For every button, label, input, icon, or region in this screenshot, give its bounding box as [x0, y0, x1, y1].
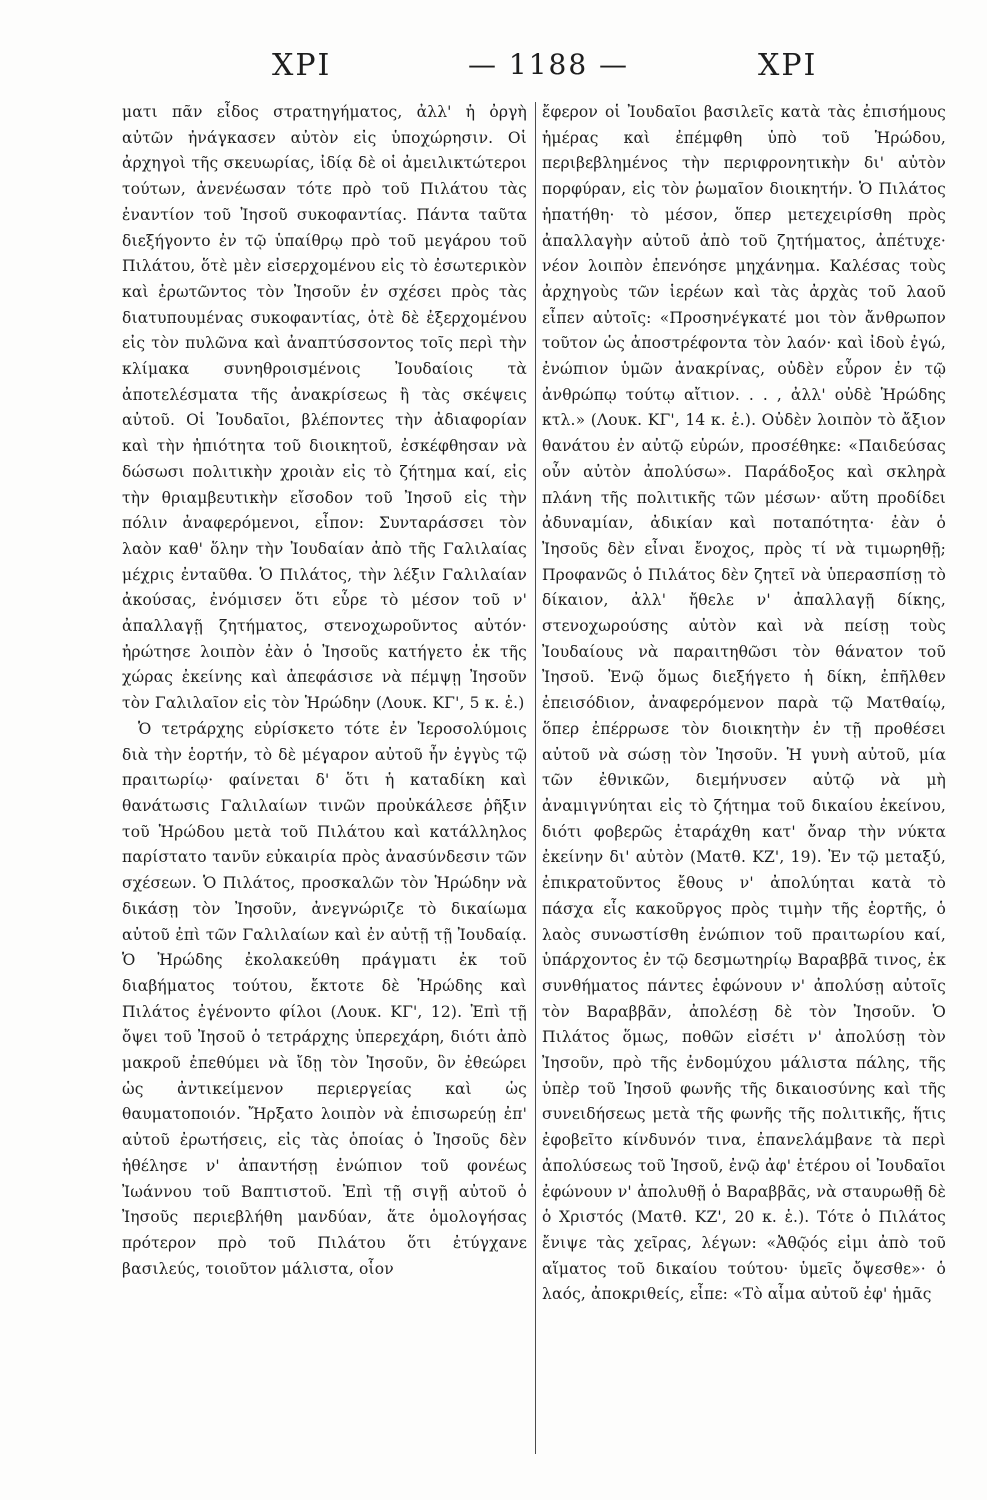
header-left-keyword: ΧΡΙ [272, 48, 332, 83]
left-paragraph-1: ματι πᾶν εἶδος στρατηγήματος, ἀλλ' ἡ ὀργὴ αὐτῶν ἠνάγκασεν αὐτὸν εἰς ὑποχώρησιν. Οἱ ἀρχηγοὶ τῆς σκευωρίας, ἰδίᾳ δὲ οἱ ἀμειλικτώτεροι τούτων, ἀνενέωσαν τότε πρὸ τοῦ Πιλάτου τὰς ἐναντίον τοῦ Ἰησοῦ συκοφαντίας. Πάντα ταῦτα διεξήγοντο ἐν τῷ ὑπαίθρῳ πρὸ τοῦ μεγάρου τοῦ Πιλάτου, ὅτὲ μὲν εἰσερχομένου εἰς τὸ ἐσωτερικὸν καὶ ἐρωτῶντος τὸν Ἰησοῦν ἐν σχέσει πρὸς τὰς διατυπουμένας συκοφαντίας, ὁτὲ δὲ ἐξερχομένου εἰς τὸν πυλῶνα καὶ ἀναπτύσσοντος τοῖς περὶ τὴν κλίμακα συνηθροισμένοις Ἰουδαίοις τὰ ἀποτελέσματα τῆς ἀνακρίσεως ἢ τὰς σκέψεις αὐτοῦ. Οἱ Ἰουδαῖοι, βλέποντες τὴν ἀδιαφορίαν καὶ τὴν ἠπιότητα τοῦ διοικητοῦ, ἐσκέφθησαν νὰ δώσωσι πολιτικὴν χροιὰν εἰς τὸ ζήτημα καί, εἰς τὴν θριαμβευτικὴν εἴσοδον τοῦ Ἰησοῦ εἰς τὴν πόλιν ἀναφερόμενοι, εἶπον: Συνταράσσει τὸν λαὸν καθ' ὅλην τὴν Ἰουδαίαν ἀπὸ τῆς Γαλιλαίας μέχρις ἐνταῦθα. Ὁ Πιλάτος, τὴν λέξιν Γαλιλαίαν ἀκούσας, ἐνόμισεν ὅτι εὗρε τὸ μέσον τοῦ ν' ἀπαλλαγῇ ζητήματος, στενοχωροῦντος αὐτόν· ἠρώτησε λοιπὸν ἐὰν ὁ Ἰησοῦς κατήγετο ἐκ τῆς χώρας ἐκείνης καὶ ἀπεφάσισε νὰ πέμψῃ Ἰησοῦν τὸν Γαλιλαῖον εἰς τὸν Ἡρώδην (Λουκ. ΚΓ', 5 κ. ἑ.) [122, 103, 527, 713]
column-divider [535, 102, 536, 1454]
left-column [122, 100, 527, 1282]
left-paragraph-2: Ὁ τετράρχης εὑρίσκετο τότε ἐν Ἱεροσολύμοις διὰ τὴν ἑορτήν, τὸ δὲ μέγαρον αὐτοῦ ἦν ἐγγὺς τῷ πραιτωρίῳ· φαίνεται δ' ὅτι ἡ καταδίκη καὶ θανάτωσις Γαλιλαίων τινῶν προὐκάλεσε ῥῆξιν τοῦ Ἡρώδου μετὰ τοῦ Πιλάτου καὶ κατάλληλος παρίστατο τανῦν εὐκαιρία πρὸς ἀνασύνδεσιν τῶν σχέσεων. Ὁ Πιλάτος, προσκαλῶν τὸν Ἡρώδην νὰ δικάσῃ τὸν Ἰησοῦν, ἀνεγνώριζε τὸ δικαίωμα αὐτοῦ ἐπὶ τῶν Γαλιλαίων καὶ ἐν αὐτῇ τῇ Ἰουδαίᾳ. Ὁ Ἡρώδης ἐκολακεύθη πράγματι ἐκ τοῦ διαβήματος τούτου, ἔκτοτε δὲ Ἡρώδης καὶ Πιλάτος ἐγένοντο φίλοι (Λουκ. ΚΓ', 12). Ἐπὶ τῇ ὄψει τοῦ Ἰησοῦ ὁ τετράρχης ὑπερεχάρη, διότι ἀπὸ μακροῦ ἐπεθύμει νὰ ἴδῃ τὸν Ἰησοῦν, ὃν ἐθεώρει ὡς ἀντικείμενον περιεργείας καὶ ὡς θαυματοποιόν. Ἤρξατο λοιπὸν νὰ ἐπισωρεύῃ ἐπ' αὐτοῦ ἐρωτήσεις, εἰς τὰς ὁποίας ὁ Ἰησοῦς δὲν ἠθέλησε ν' ἀπαντήσῃ ἐνώπιον τοῦ φονέως Ἰωάννου τοῦ Βαπτιστοῦ. Ἐπὶ τῇ σιγῇ αὐτοῦ ὁ Ἰησοῦς περιεβλήθη μανδύαν, ἅτε ὁμολογήσας πρότερον πρὸ τοῦ Πιλάτου ὅτι ἐτύγχανε βασιλεύς, τοιοῦτον μάλιστα, οἷον [122, 719, 527, 1278]
page-number: — 1188 — [468, 48, 630, 81]
running-header [0, 48, 987, 92]
right-column [542, 100, 946, 1308]
right-paragraph-1: ἔφερον οἱ Ἰουδαῖοι βασιλεῖς κατὰ τὰς ἐπισήμους ἡμέρας καὶ ἐπέμφθη ὑπὸ τοῦ Ἡρώδου, περιβεβλημένος τὴν περιφρονητικὴν δι' αὐτὸν πορφύραν, εἰς τὸν ῥωμαῖον διοικητήν. Ὁ Πιλάτος ἠπατήθη· τὸ μέσον, ὅπερ μετεχειρίσθη πρὸς ἀπαλλαγὴν αὐτοῦ ἀπὸ τοῦ ζητήματος, ἀπέτυχε· νέον λοιπὸν ἐπενόησε μηχάνημα. Καλέσας τοὺς ἀρχηγοὺς τῶν ἱερέων καὶ τὰς ἀρχὰς τοῦ λαοῦ εἶπεν αὐτοῖς: «Προσηνέγκατέ μοι τὸν ἄνθρωπον τοῦτον ὡς ἀποστρέφοντα τὸν λαόν· καὶ ἰδοὺ ἐγώ, ἐνώπιον ὑμῶν ἀνακρίνας, οὐδὲν εὗρον ἐν τῷ ἀνθρώπῳ τούτῳ αἴτιον. . . , ἀλλ' οὐδὲ Ἡρώδης κτλ.» (Λουκ. ΚΓ', 14 κ. ἑ.). Οὐδὲν λοιπὸν τὸ ἄξιον θανάτου ἐν αὐτῷ εὑρών, προσέθηκε: «Παιδεύσας οὖν αὐτὸν ἀπολύσω». Παράδοξος καὶ σκληρὰ πλάνη τῆς πολιτικῆς τῶν μέσων· αὕτη προδίδει ἀδυναμίαν, ἀδικίαν καὶ ποταπότητα· ἐὰν ὁ Ἰησοῦς δὲν εἶναι ἔνοχος, πρὸς τί νὰ τιμωρηθῇ; Προφανῶς ὁ Πιλάτος δὲν ζητεῖ νὰ ὑπερασπίσῃ τὸ δίκαιον, ἀλλ' ἤθελε ν' ἀπαλλαγῇ δίκης, στενοχωρούσης αὐτὸν καὶ νὰ πείσῃ τοὺς Ἰουδαίους νὰ παραιτηθῶσι τὸν θάνατον τοῦ Ἰησοῦ. Ἐνῷ ὅμως διεξήγετο ἡ δίκη, ἐπῆλθεν ἐπεισόδιον, ἀναφερόμενον παρὰ τῷ Ματθαίῳ, ὅπερ ἐπέρρωσε τὸν διοικητὴν ἐν τῇ προθέσει αὐτοῦ νὰ σώσῃ τὸν Ἰησοῦν. Ἡ γυνὴ αὐτοῦ, μία τῶν ἐθνικῶν, διεμήνυσεν αὐτῷ νὰ μὴ ἀναμιγνύηται εἰς τὸ ζήτημα τοῦ δικαίου ἐκείνου, διότι φοβερῶς ἐταράχθη κατ' ὄναρ τὴν νύκτα ἐκείνην δι' αὐτὸν (Ματθ. ΚΖ', 19). Ἐν τῷ μεταξύ, ἐπικρατοῦντος ἔθους ν' ἀπολύηται κατὰ τὸ πάσχα εἷς κακοῦργος πρὸς τιμὴν τῆς ἑορτῆς, ὁ λαὸς συνωστίσθη ἐνώπιον τοῦ πραιτωρίου καί, ὑπάρχοντος ἐν τῷ δεσμωτηρίῳ Βαραββᾶ τινος, ἐκ συνθήματος πάντες ἐφώνουν ν' ἀπολύσῃ αὐτοῖς τὸν Βαραββᾶν, ἀπολέσῃ δὲ τὸν Ἰησοῦν. Ὁ Πιλάτος ὅμως, ποθῶν εἰσέτι ν' ἀπολύσῃ τὸν Ἰησοῦν, πρὸ τῆς ἐνδομύχου μάλιστα πάλης, τῆς ὑπὲρ τοῦ Ἰησοῦ φωνῆς τῆς δικαιοσύνης καὶ τῆς συνειδήσεως μετὰ τῆς φωνῆς τῆς πολιτικῆς, ἥτις ἐφοβεῖτο κίνδυνόν τινα, ἐπανελάμβανε τὰ περὶ ἀπολύσεως τοῦ Ἰησοῦ, ἐνῷ ἀφ' ἑτέρου οἱ Ἰουδαῖοι ἐφώνουν ν' ἀπολυθῇ ὁ Βαραββᾶς, νὰ σταυρωθῇ δὲ ὁ Χριστός (Ματθ. ΚΖ', 20 κ. ἑ.). Τότε ὁ Πιλάτος ἔνιψε τὰς χεῖρας, λέγων: «Ἀθῷός εἰμι ἀπὸ τοῦ αἵματος τοῦ δικαίου τούτου· ὑμεῖς ὄψεσθε»· ὁ λαός, ἀποκριθείς, εἶπε: «Τὸ αἷμα αὐτοῦ ἐφ' ἡμᾶς [542, 103, 946, 1304]
header-right-keyword: ΧΡΙ [758, 48, 818, 83]
